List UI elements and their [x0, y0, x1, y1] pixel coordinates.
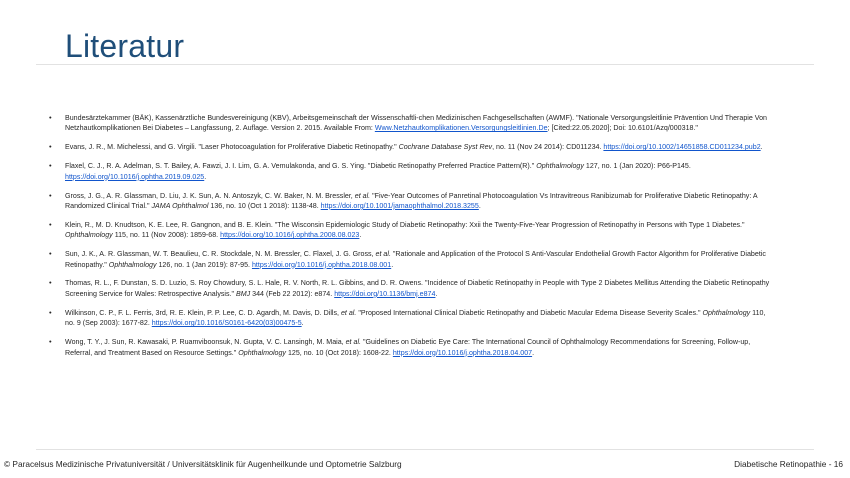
reference-text: "Rationale and Application of the Protocol S Anti-Vascular Endothelial Growth Factor Algorithm for Proliferative Diabetic Retinopathy.": [65, 250, 766, 269]
reference-text: Flaxel, C. J., R. A. Adelman, S. T. Bailey, A. Fawzi, J. I. Lim, G. A. Vemulakonda, and G. S. Ying. "Diabetic Retinopathy Preferred Practice Pattern(R).": [65, 162, 537, 171]
journal-name: et al.: [375, 250, 391, 259]
reference-text: .: [301, 319, 304, 328]
reference-text: .: [478, 201, 481, 210]
doi-link[interactable]: https://doi.org/10.1016/j.ophtha.2008.08.023: [220, 231, 360, 240]
bullet-icon: •: [49, 113, 52, 122]
bullet-icon: •: [49, 249, 52, 259]
reference-text: .: [435, 289, 438, 298]
reference-text: 115, no. 11 (Nov 2008): 1859-68.: [112, 231, 221, 240]
reference-item: [47, 161, 772, 182]
reference-text: "Five-Year Outcomes of Panretinal Photocoagulation Vs Intravitreous Ranibizumab for Proliferative Diabetic Retinopathy: A Randomized Clinical Trial.": [65, 191, 758, 210]
reference-text: 126, no. 1 (Jan 2019): 87-95.: [156, 260, 252, 269]
bullet-icon: •: [49, 161, 52, 171]
reference-item: [47, 337, 772, 358]
reference-text: .: [760, 143, 763, 152]
reference-text: Wong, T. Y., J. Sun, R. Kawasaki, P. Ruamviboonsuk, N. Gupta, V. C. Lansingh, M. Maia,: [65, 338, 346, 347]
journal-name: Cochrane Database Syst Rev: [398, 143, 493, 152]
doi-link[interactable]: https://doi.org/10.1001/jamaophthalmol.2018.3255: [320, 201, 479, 210]
slide-title: Literatur: [65, 28, 185, 64]
reference-text: Sun, J. K., A. R. Glassman, W. T. Beaulieu, C. R. Stockdale, N. M. Bressler, C. Flaxel, J. G. Gross,: [65, 250, 376, 259]
reference-text: .: [532, 348, 535, 357]
reference-item: [47, 220, 772, 241]
reference-text: Klein, R., M. D. Knudtson, K. E. Lee, R. Gangnon, and B. E. Klein. "The Wisconsin Epidemiologic Study of Diabetic Retinopathy: Xxii the Twenty-Five-Year Progression of Retinopathy in Persons with Type 1 Diabetes.": [65, 220, 745, 229]
reference-text: .: [359, 231, 362, 240]
reference-text: , no. 11 (Nov 24 2014): CD011234.: [492, 143, 604, 152]
reference-text: Thomas, R. L., F. Dunstan, S. D. Luzio, S. Roy Chowdury, S. L. Hale, R. V. North, R. L. Gibbins, and D. R. Owens. "Incidence of Diabetic Retinopathy in People with Type 2 Diabetes Mellitus Attending the Diabetic Retinopathy Screening Service for Wales: Retrospective Analysis.": [65, 279, 770, 298]
reference-text: Bundesärztekammer (BÄK), Kassenärztliche Bundesvereinigung (KBV), Arbeitsgemeinschaft der Wissenschaftli-chen Medizinischen Fachgesellschaften (AWMF). "Nationale Versorgungsleitlinie Prävention Und Therapie Von Netzhautkomplikationen Bei Diabetes – Langfassung, 2. Auflage. Version 2. 2015. Available From:: [65, 114, 767, 133]
journal-name: Ophthalmology: [702, 308, 751, 317]
bullet-icon: •: [49, 337, 52, 347]
journal-name: JAMA Ophthalmol: [151, 201, 209, 210]
reference-text: .: [391, 260, 394, 269]
reference-text: 344 (Feb 22 2012): e874.: [250, 289, 335, 298]
reference-item: [47, 278, 772, 299]
reference-text: 110, no. 9 (Sep 2003): 1677-82.: [65, 308, 766, 328]
reference-text: Wilkinson, C. P., F. L. Ferris, 3rd, R. E. Klein, P. P. Lee, C. D. Agardh, M. Davis, D. Dills,: [65, 308, 341, 317]
reference-text: 125, no. 10 (Oct 2018): 1608-22.: [285, 348, 393, 357]
reference-text: ; [Cited:22.05.2020]; Doi: 10.6101/Azq/000318.": [547, 124, 698, 133]
bullet-icon: •: [49, 142, 52, 152]
bullet-icon: •: [49, 307, 52, 317]
doi-link[interactable]: Www.Netzhautkomplikationen.Versorgungsleitlinien.De: [374, 124, 548, 133]
reference-text: "Guidelines on Diabetic Eye Care: The International Council of Ophthalmology Recommendations for Screening, Follow-up, Referral, and Treatment Based on Resource Settings.": [65, 338, 751, 357]
reference-item: [47, 113, 772, 134]
bullet-icon: •: [49, 190, 52, 200]
reference-text: "Proposed International Clinical Diabetic Retinopathy and Diabetic Macular Edema Disease Severity Scales.": [356, 308, 703, 317]
title-divider: [36, 64, 814, 65]
doi-link[interactable]: https://doi.org/10.1016/j.ophtha.2018.04.007: [392, 348, 533, 357]
doi-link[interactable]: https://doi.org/10.1016/j.ophtha.2018.08.001: [251, 260, 392, 269]
reference-item: [47, 191, 772, 212]
reference-text: 127, no. 1 (Jan 2020): P66-P145.: [583, 162, 691, 171]
doi-link[interactable]: https://doi.org/10.1002/14651858.CD011234.pub2: [603, 143, 761, 152]
journal-name: et al.: [345, 338, 361, 347]
journal-name: Ophthalmology: [65, 231, 113, 240]
journal-name: et al.: [340, 308, 357, 317]
reference-item: [47, 142, 772, 152]
reference-text: 136, no. 10 (Oct 1 2018): 1138-48.: [208, 201, 321, 210]
journal-name: BMJ: [236, 289, 251, 298]
footer-divider: [36, 449, 814, 450]
journal-name: Ophthalmology: [108, 260, 157, 269]
reference-item: [47, 308, 772, 329]
doi-link[interactable]: https://doi.org/10.1136/bmj.e874: [334, 289, 436, 298]
doi-link[interactable]: https://doi.org/10.1016/j.ophtha.2019.09.025: [65, 172, 205, 181]
journal-name: Ophthalmology: [536, 162, 584, 171]
reference-list: [47, 113, 772, 366]
journal-name: Ophthalmology: [238, 348, 286, 357]
journal-name: et al.: [354, 191, 371, 200]
bullet-icon: •: [49, 219, 52, 229]
reference-text: .: [204, 172, 207, 181]
bullet-icon: •: [49, 278, 52, 288]
footer-slide-number: Diabetische Retinopathie - 16: [734, 459, 843, 469]
reference-text: Gross, J. G., A. R. Glassman, D. Liu, J. K. Sun, A. N. Antoszyk, C. W. Baker, N. M. Bressler,: [65, 191, 355, 200]
reference-text: Evans, J. R., M. Michelessi, and G. Virgili. "Laser Photocoagulation for Proliferative Diabetic Retinopathy.": [65, 143, 399, 152]
reference-item: [47, 249, 772, 270]
footer-copyright: © Paracelsus Medizinische Privatuniversität / Universitätsklinik für Augenheilkunde und Optometrie Salzburg: [4, 459, 402, 469]
doi-link[interactable]: https://doi.org/10.1016/S0161-6420(03)00475-5: [151, 319, 302, 328]
